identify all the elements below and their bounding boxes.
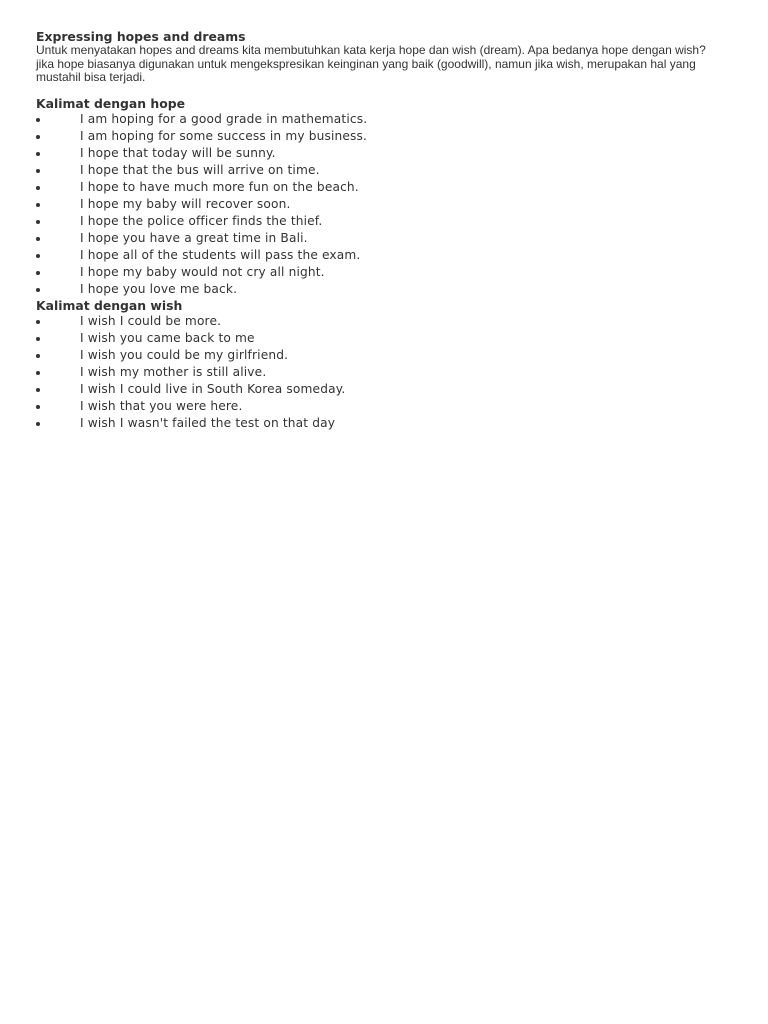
bullet-icon: [36, 203, 40, 207]
bullet-icon: [36, 118, 40, 122]
list-item-text: I hope my baby will recover soon.: [80, 196, 291, 211]
bullet-icon: [36, 337, 40, 341]
list-item: [36, 415, 736, 432]
bullet-icon: [36, 237, 40, 241]
list-item: [36, 381, 736, 398]
list-item: [36, 347, 736, 364]
list-item-text: I hope you have a great time in Bali.: [80, 230, 308, 245]
bullet-icon: [36, 354, 40, 358]
bullet-icon: [36, 254, 40, 258]
document-page: [36, 29, 736, 432]
bullet-icon: [36, 135, 40, 139]
bullet-icon: [36, 422, 40, 426]
list-item-text: I hope to have much more fun on the beach.: [80, 179, 359, 194]
bullet-icon: [36, 288, 40, 292]
bullet-icon: [36, 388, 40, 392]
list-item-text: I wish I could live in South Korea someday.: [80, 381, 346, 396]
bullet-icon: [36, 220, 40, 224]
list-item: [36, 213, 736, 230]
list-item-text: I wish you came back to me: [80, 330, 255, 345]
list-item-text: I am hoping for a good grade in mathematics.: [80, 111, 368, 126]
list-item-text: I wish you could be my girlfriend.: [80, 347, 289, 362]
list-item: [36, 179, 736, 196]
list-item: [36, 145, 736, 162]
list-item-text: I hope you love me back.: [80, 281, 238, 296]
list-item: [36, 313, 736, 330]
list-item: [36, 364, 736, 381]
list-item: [36, 398, 736, 415]
wish-section-heading: Kalimat dengan wish: [36, 297, 183, 313]
list-item-text: I hope that the bus will arrive on time.: [80, 162, 320, 177]
list-item: [36, 111, 736, 128]
intro-paragraph: Untuk menyatakan hopes and dreams kita membutuhkan kata kerja hope dan wish (dream). Apa bedanya hope dengan wish? jika hope biasanya digunakan untuk mengekspresikan keinginan yang baik (goodwill), namun jika wish, merupakan hal yang mustahil bisa terjadi.: [36, 43, 706, 84]
bullet-icon: [36, 169, 40, 173]
list-item-text: I wish I wasn't failed the test on that day: [80, 415, 336, 430]
list-item-text: I wish my mother is still alive.: [80, 364, 267, 379]
list-item-text: I hope that today will be sunny.: [80, 145, 276, 160]
bullet-icon: [36, 405, 40, 409]
list-item-text: I hope my baby would not cry all night.: [80, 264, 325, 279]
bullet-icon: [36, 152, 40, 156]
list-item: [36, 330, 736, 347]
list-item-text: I hope the police officer finds the thief.: [80, 213, 323, 228]
list-item: [36, 196, 736, 213]
list-item-text: I am hoping for some success in my business.: [80, 128, 368, 143]
list-item-text: I wish I could be more.: [80, 313, 222, 328]
list-item: [36, 281, 736, 298]
list-item: [36, 247, 736, 264]
page-title: Expressing hopes and dreams: [36, 29, 246, 44]
list-item: [36, 230, 736, 247]
hope-section-heading: Kalimat dengan hope: [36, 95, 186, 111]
wish-list: [36, 313, 736, 432]
list-item: [36, 128, 736, 145]
bullet-icon: [36, 371, 40, 375]
list-item-text: I hope all of the students will pass the exam.: [80, 247, 361, 262]
bullet-icon: [36, 186, 40, 190]
bullet-icon: [36, 271, 40, 275]
list-item: [36, 162, 736, 179]
list-item-text: I wish that you were here.: [80, 398, 243, 413]
hope-list: [36, 111, 736, 298]
list-item: [36, 264, 736, 281]
bullet-icon: [36, 320, 40, 324]
